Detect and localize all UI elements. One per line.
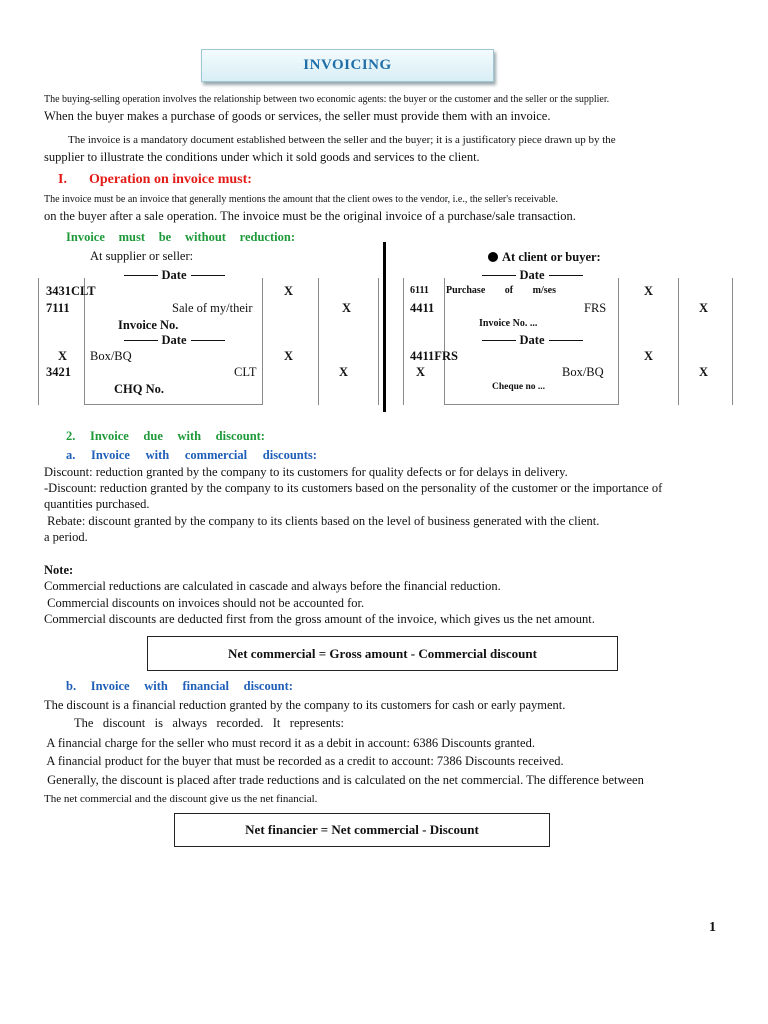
page-number: 1: [709, 920, 716, 935]
client-r3-x: X: [644, 349, 654, 363]
b-line-4: A financial product for the buyer that must be recorded as a credit to account: 7386 Discounts received.: [44, 754, 564, 768]
supplier-col-line: [262, 278, 263, 405]
subsection-b-title: b. Invoice with financial discount:: [66, 679, 293, 693]
supplier-r3-x1: X: [58, 349, 68, 363]
client-r2-account: 4411: [410, 301, 435, 315]
client-r1-x: X: [644, 284, 654, 298]
a-line-4: Rebate: discount granted by the company to its clients based on the level of business generated with the client.: [44, 514, 600, 528]
b-line-2: The discount is always recorded. It represents:: [74, 716, 344, 730]
a-line-5: a period.: [44, 530, 88, 544]
formula-net-commercial: Net commercial = Gross amount - Commercial discount: [147, 636, 618, 671]
supplier-r4-x: X: [339, 365, 349, 379]
client-col-line: [618, 278, 619, 405]
a-line-2: -Discount: reduction granted by the company to its customers based on the personality of the customer or the importance of: [44, 481, 663, 495]
supplier-chq-no: CHQ No.: [114, 382, 164, 396]
section-1-line-2: on the buyer after a sale operation. The invoice must be the original invoice of a purchase/sale transaction.: [44, 209, 576, 223]
intro-line-2: When the buyer makes a purchase of goods or services, the seller must provide them with an invoice.: [44, 109, 551, 123]
intro-line-3: The invoice is a mandatory document established between the seller and the buyer; it is a justificatory piece drawn up by the: [68, 134, 616, 146]
b-line-1: The discount is a financial reduction granted by the company to its customers for cash or early payment.: [44, 698, 566, 712]
bullet-icon: [488, 252, 498, 262]
note-title: Note:: [44, 563, 74, 577]
a-line-1: Discount: reduction granted by the company to its customers for quality defects or for delays in delivery.: [44, 465, 568, 479]
supplier-r1-x: X: [284, 284, 294, 298]
client-r4-x1: X: [416, 365, 426, 379]
intro-line-1: The buying-selling operation involves the relationship between two economic agents: the buyer or the customer and the seller or the supplier.: [44, 94, 610, 105]
journal-divider: [383, 242, 386, 412]
client-r1-account: 6111: [410, 285, 429, 296]
subtitle-without-reduction: Invoice must be without reduction:: [66, 230, 295, 244]
supplier-bottom-line: [84, 404, 262, 405]
client-col-line: [403, 278, 404, 405]
supplier-r3-label: Box/BQ: [90, 349, 132, 363]
client-col-line: [678, 278, 679, 405]
client-col-line: [444, 278, 445, 405]
supplier-r3-x2: X: [284, 349, 294, 363]
section-2-title: 2. Invoice due with discount:: [66, 429, 265, 443]
supplier-date-1: Date: [86, 268, 262, 283]
client-r1-label: Purchase of m/ses: [446, 285, 556, 296]
client-r4-x2: X: [699, 365, 709, 379]
note-line-1: Commercial reductions are calculated in cascade and always before the financial reduction.: [44, 579, 501, 593]
client-date-2: Date: [446, 333, 618, 348]
a-line-3: quantities purchased.: [44, 497, 150, 511]
client-col-line: [732, 278, 733, 405]
b-line-5: Generally, the discount is placed after trade reductions and is calculated on the net commercial. The difference between: [44, 773, 644, 787]
client-r4-label: Box/BQ: [562, 365, 604, 379]
supplier-date-2: Date: [86, 333, 262, 348]
section-1-number: I.: [58, 172, 67, 187]
supplier-r4-account: 3421: [46, 365, 71, 379]
supplier-r2-label: Sale of my/their: [172, 301, 253, 315]
supplier-col-line: [378, 278, 379, 405]
formula-net-financier: Net financier = Net commercial - Discount: [174, 813, 550, 847]
intro-line-4: supplier to illustrate the conditions under which it sold goods and services to the client.: [44, 150, 480, 164]
supplier-r2-account: 7111: [46, 301, 70, 315]
client-heading: At client or buyer:: [488, 250, 601, 265]
supplier-col-line: [38, 278, 39, 405]
client-bottom-line: [444, 404, 618, 405]
page-title: INVOICING: [201, 49, 494, 82]
supplier-r4-label: CLT: [234, 365, 257, 379]
b-line-6: The net commercial and the discount give us the net financial.: [44, 793, 318, 805]
section-1-title: Operation on invoice must:: [89, 172, 252, 187]
b-line-3: A financial charge for the seller who must record it as a debit in account: 6386 Discounts granted.: [44, 736, 535, 750]
supplier-invoice-no: Invoice No.: [118, 318, 179, 332]
client-cheque-no: Cheque no ...: [492, 382, 546, 392]
note-line-3: Commercial discounts are deducted first from the gross amount of the invoice, which gives us the net amount.: [44, 612, 595, 626]
supplier-r1-account: 3431CLT: [46, 284, 96, 298]
subsection-a-title: a. Invoice with commercial discounts:: [66, 448, 317, 462]
section-1-line-1: The invoice must be an invoice that generally mentions the amount that the client owes to the vendor, i.e., the seller's receivable.: [44, 194, 559, 205]
client-invoice-no: Invoice No. ...: [479, 318, 538, 329]
client-r2-x: X: [699, 301, 709, 315]
supplier-col-line: [318, 278, 319, 405]
note-line-2: Commercial discounts on invoices should not be accounted for.: [44, 596, 365, 610]
client-date-1: Date: [446, 268, 618, 283]
client-r2-label: FRS: [584, 301, 607, 315]
supplier-heading: At supplier or seller:: [90, 249, 194, 263]
supplier-r2-x: X: [342, 301, 352, 315]
client-r3-account: 4411FRS: [410, 349, 458, 363]
